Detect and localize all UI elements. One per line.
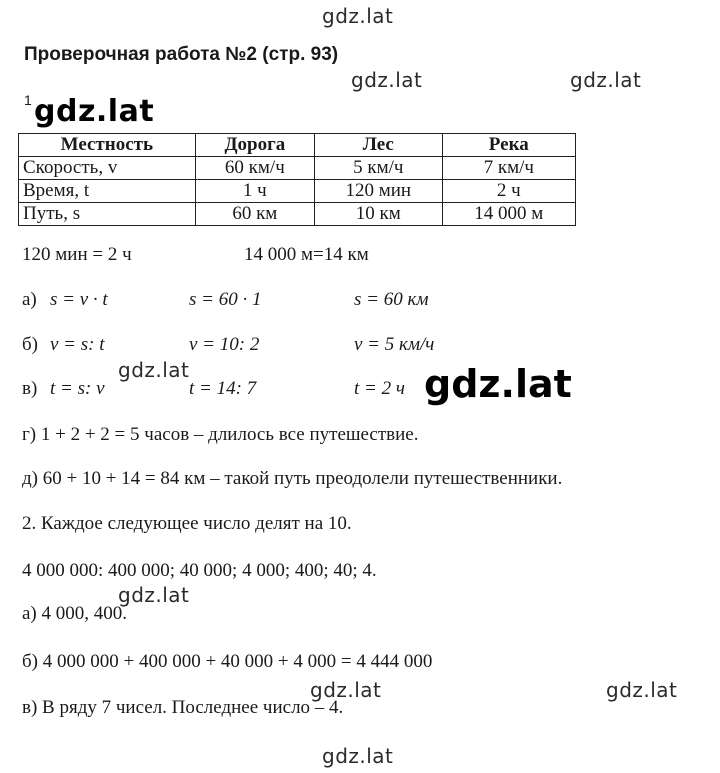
page-title: Проверочная работа №2 (стр. 93) bbox=[24, 44, 339, 65]
line-a-label: а) bbox=[22, 289, 37, 310]
table-cell: 1 ч bbox=[195, 180, 314, 203]
table-cell: 60 км bbox=[195, 203, 314, 226]
task2-a: а) 4 000, 400. bbox=[22, 603, 128, 624]
watermark-text: gdz.lat bbox=[570, 68, 642, 92]
watermark-text: gdz.lat bbox=[310, 678, 382, 702]
watermark-text: gdz.lat bbox=[118, 358, 190, 382]
task2-b: б) 4 000 000 + 400 000 + 40 000 + 4 000 = 4 444 000 bbox=[22, 651, 433, 672]
line-b-formula: v = s: t bbox=[50, 334, 105, 355]
table-cell: 60 км/ч bbox=[195, 157, 314, 180]
line-b-step: v = 10: 2 bbox=[189, 334, 260, 355]
watermark-text: gdz.lat bbox=[322, 744, 394, 768]
line-a-formula: s = v · t bbox=[50, 289, 108, 310]
line-v-label: в) bbox=[22, 378, 38, 399]
watermark-text: gdz.lat bbox=[351, 68, 423, 92]
task2-v: в) В ряду 7 чисел. Последнее число – 4. bbox=[22, 697, 344, 718]
line-v-result: t = 2 ч bbox=[354, 378, 405, 399]
conversion-right: 14 000 м=14 км bbox=[244, 244, 369, 265]
conversion-left: 120 мин = 2 ч bbox=[22, 244, 132, 265]
data-table bbox=[18, 133, 576, 226]
task-number: 1 bbox=[24, 92, 32, 108]
table-cell: Путь, s bbox=[19, 203, 196, 226]
line-v-formula: t = s: v bbox=[50, 378, 105, 399]
line-v-step: t = 14: 7 bbox=[189, 378, 257, 399]
watermark-text: gdz.lat bbox=[34, 94, 155, 129]
table-cell: 14 000 м bbox=[442, 203, 575, 226]
table-cell: 10 км bbox=[314, 203, 442, 226]
watermark-text: gdz.lat bbox=[424, 362, 572, 406]
table-cell: 2 ч bbox=[442, 180, 575, 203]
task2-sequence: 4 000 000: 400 000; 40 000; 4 000; 400; 40; 4. bbox=[22, 560, 377, 581]
table-row bbox=[19, 180, 576, 203]
line-b-result: v = 5 км/ч bbox=[354, 334, 435, 355]
line-a-result: s = 60 км bbox=[354, 289, 429, 310]
table-header-cell: Дорога bbox=[195, 134, 314, 157]
line-d: д) 60 + 10 + 14 = 84 км – такой путь преодолели путешественники. bbox=[22, 468, 563, 489]
table-cell: 7 км/ч bbox=[442, 157, 575, 180]
watermark-text: gdz.lat bbox=[322, 4, 394, 28]
task2-statement: 2. Каждое следующее число делят на 10. bbox=[22, 513, 352, 534]
line-a-step: s = 60 · 1 bbox=[189, 289, 262, 310]
line-g: г) 1 + 2 + 2 = 5 часов – длилось все путешествие. bbox=[22, 424, 419, 445]
table-cell: Время, t bbox=[19, 180, 196, 203]
table-row bbox=[19, 203, 576, 226]
table-cell: Скорость, v bbox=[19, 157, 196, 180]
line-b-label: б) bbox=[22, 334, 38, 355]
table-row bbox=[19, 157, 576, 180]
table-header-cell: Река bbox=[442, 134, 575, 157]
table-header-cell: Местность bbox=[19, 134, 196, 157]
table-cell: 120 мин bbox=[314, 180, 442, 203]
table-header-cell: Лес bbox=[314, 134, 442, 157]
table-header-row bbox=[19, 134, 576, 157]
watermark-text: gdz.lat bbox=[606, 678, 678, 702]
watermark-text: gdz.lat bbox=[118, 583, 190, 607]
table-cell: 5 км/ч bbox=[314, 157, 442, 180]
